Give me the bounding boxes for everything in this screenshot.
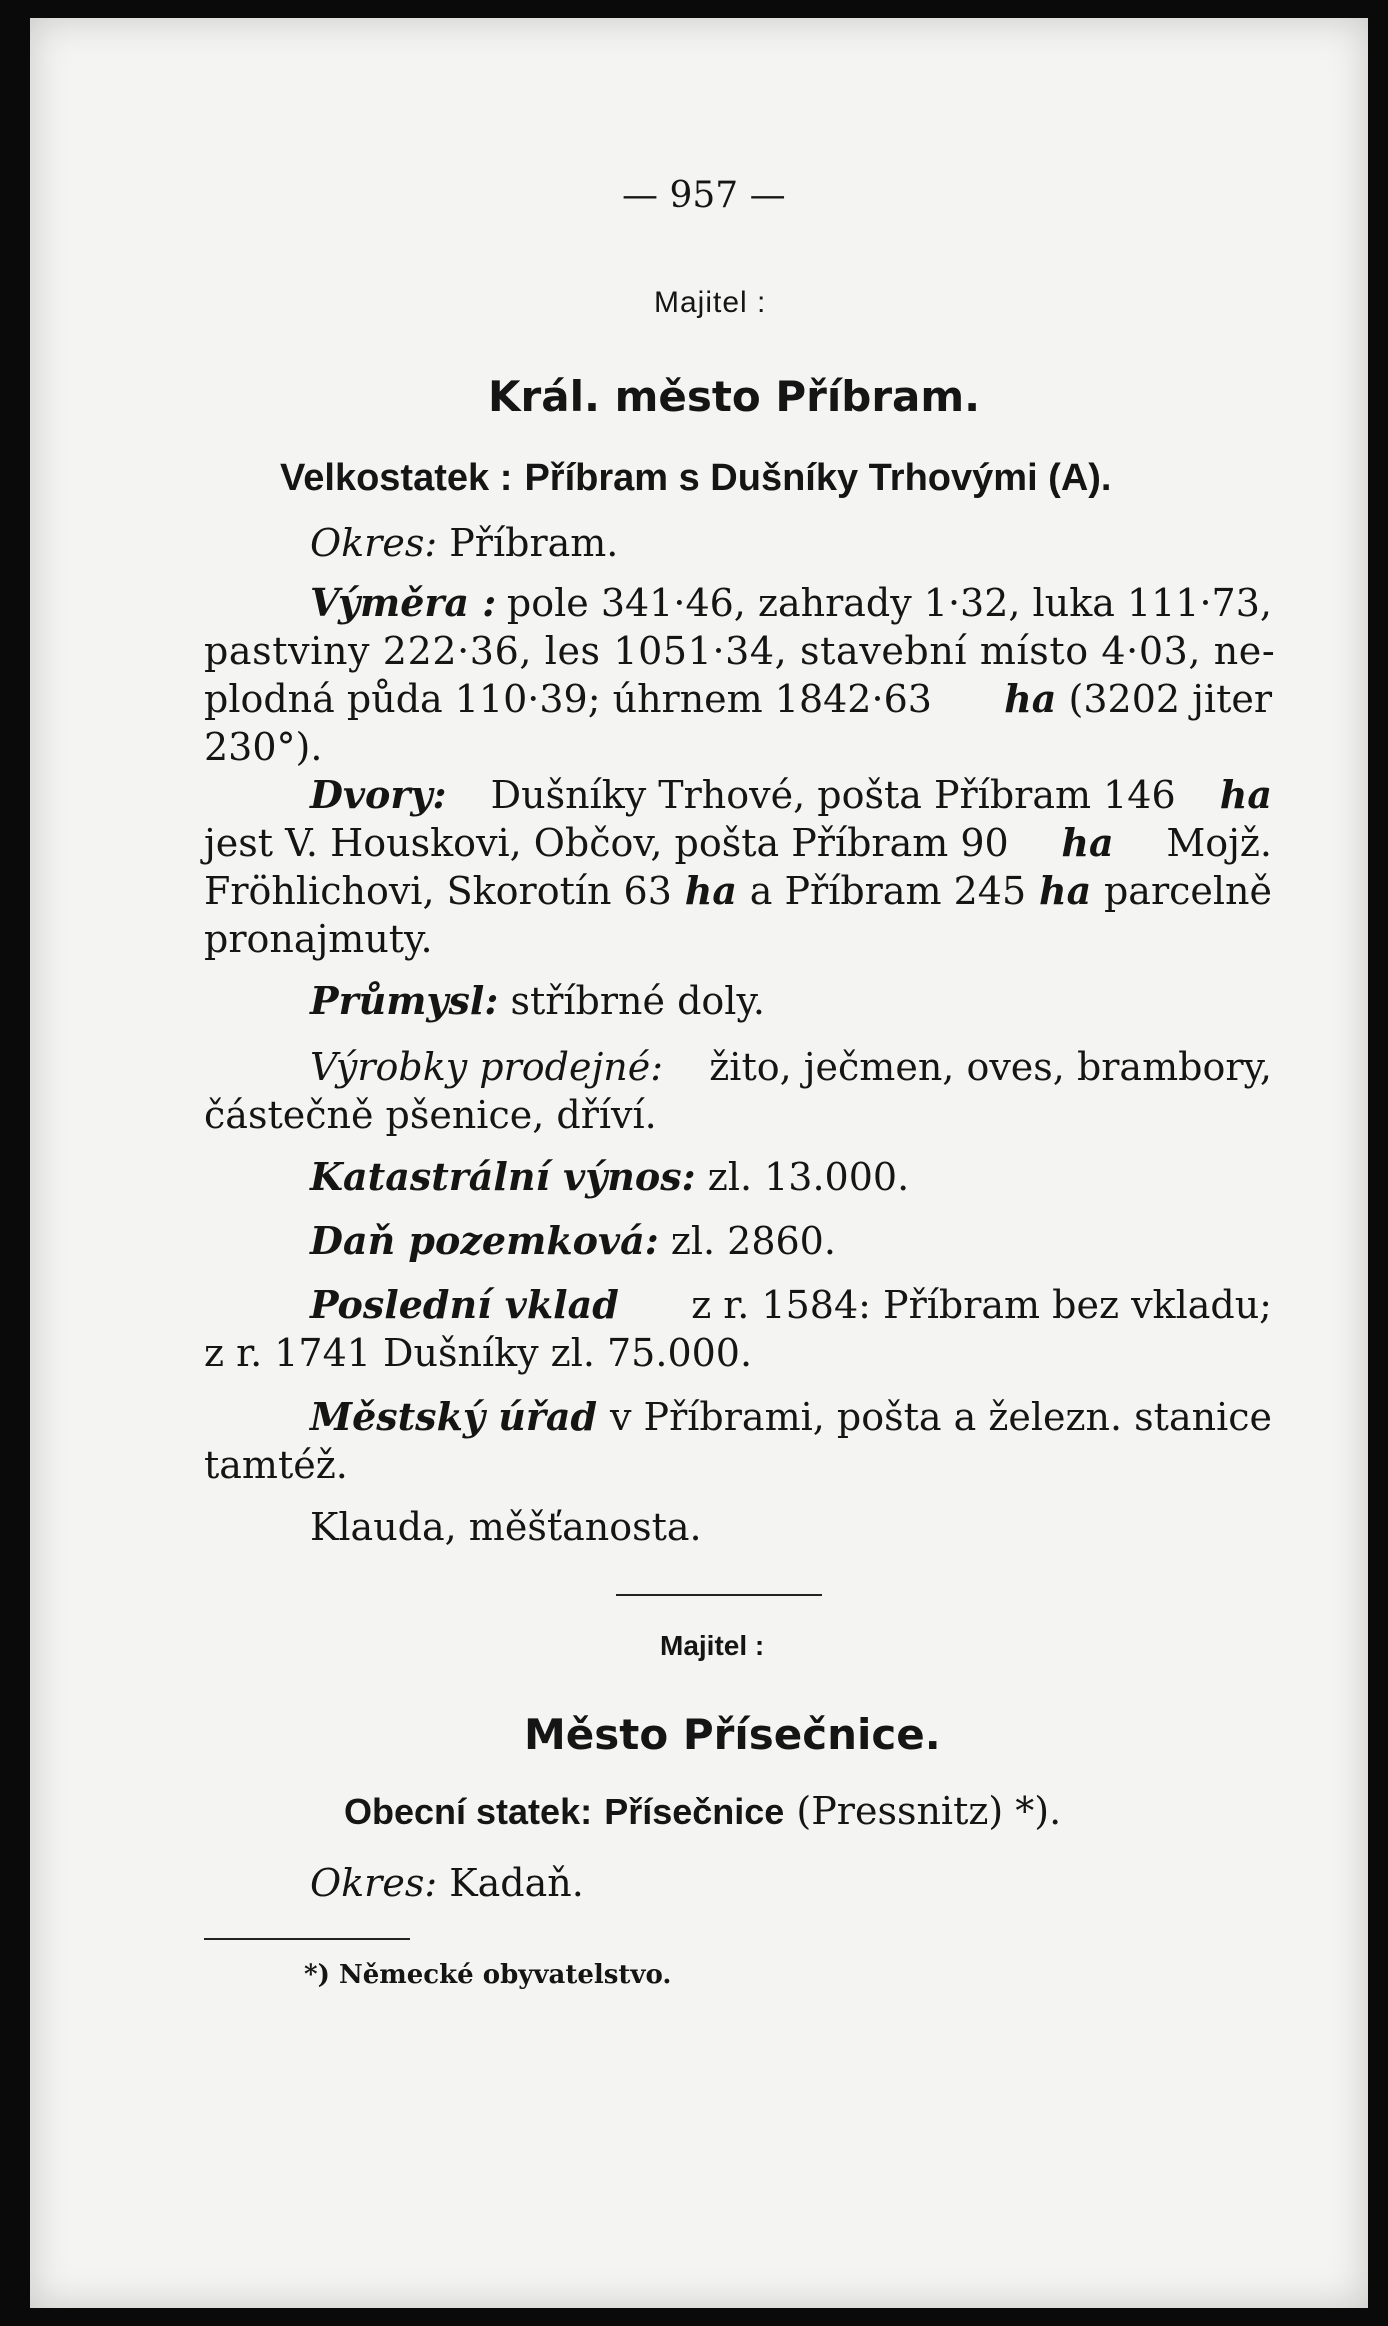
dvory-line-1 <box>310 772 1272 817</box>
katastr-value: zl. 13.000. <box>707 1155 910 1199</box>
footnote: *) Německé obyvatelstvo. <box>304 1960 672 1990</box>
dvory-label: Dvory: <box>310 772 447 817</box>
owner-label-2: Majitel : <box>660 1630 765 1661</box>
urad-text-1: v Příbrami, pošta a železn. stanice <box>610 1395 1272 1439</box>
estate-heading <box>280 458 1112 497</box>
prumysl-line <box>310 978 765 1023</box>
vymera-text-1: pole 341·46, zahrady 1·32, luka 111·73, <box>506 581 1272 625</box>
vyrobky-text-1: žito, ječmen, oves, brambory, <box>709 1045 1272 1089</box>
dvory-text-3e: parcelně <box>1103 869 1272 913</box>
vklad-label: Poslední vklad <box>310 1282 619 1327</box>
katastr-line <box>310 1154 910 1199</box>
dvory-text-2c: Mojž. <box>1166 821 1272 865</box>
okres-value: Příbram. <box>449 521 619 565</box>
book-page <box>30 18 1368 2308</box>
dan-value: zl. 2860. <box>670 1219 836 1263</box>
dvory-line-3 <box>204 868 1272 913</box>
vklad-line-1 <box>310 1282 1272 1327</box>
dvory-text-2a: jest V. Houskovi, Občov, pošta Příbram 90 <box>204 821 1009 865</box>
dan-line <box>310 1218 836 1263</box>
vymera-label: Výměra : <box>310 580 497 625</box>
estate-label: Velkostatek : <box>280 457 513 499</box>
unit-ha: ha <box>1004 676 1057 721</box>
page-number: — 957 — <box>622 175 786 216</box>
unit-ha: ha <box>1038 868 1092 913</box>
urad-line-2: tamtéž. <box>204 1443 348 1487</box>
vymera-line-4: 230°). <box>204 725 323 769</box>
katastr-label: Katastrální výnos: <box>310 1154 696 1199</box>
vymera-line-1 <box>310 580 1272 625</box>
prumysl-value: stříbrné doly. <box>510 979 765 1023</box>
dvory-line-2 <box>204 820 1272 865</box>
vymera-line-3 <box>204 676 1272 721</box>
dvory-text-3c: a Příbram 245 <box>749 869 1027 913</box>
estate-name: Příbram s Dušníky Trhovými (A). <box>524 457 1112 499</box>
owner-heading-2: Město Přísečnice. <box>524 1710 941 1759</box>
estate-note-2: (Pressnitz) *). <box>796 1789 1062 1833</box>
estate-name-2: Přísečnice <box>604 1791 785 1832</box>
vyrobky-label: Výrobky prodejné: <box>310 1045 664 1089</box>
unit-ha: ha <box>684 868 737 913</box>
vymera-text-3c: (3202 jiter <box>1068 677 1272 721</box>
vymera-text-3a: plodná půda 110·39; úhrnem 1842·63 <box>204 677 932 721</box>
okres-line <box>310 521 619 565</box>
okres-label: Okres: <box>310 521 438 565</box>
vymera-line-2: pastviny 222·36, les 1051·34, stavební místo 4·03, ne- <box>204 629 1276 673</box>
vklad-line-2: z r. 1741 Dušníky zl. 75.000. <box>204 1331 753 1375</box>
vyrobky-line-2: částečně pšenice, dříví. <box>204 1093 657 1137</box>
okres-line-2 <box>310 1861 584 1905</box>
urad-line-1 <box>310 1394 1272 1439</box>
dvory-line-4: pronajmuty. <box>204 917 433 961</box>
prumysl-label: Průmysl: <box>310 978 499 1023</box>
dvory-text-1a: Dušníky Trhové, pošta Příbram 146 <box>490 773 1176 817</box>
owner-label: Majitel : <box>654 286 767 319</box>
owner-heading: Král. město Příbram. <box>488 372 981 421</box>
vyrobky-line-1 <box>310 1045 1272 1089</box>
dvory-text-3a: Fröhlichovi, Skorotín 63 <box>204 869 672 913</box>
okres-value-2: Kadaň. <box>449 1861 584 1905</box>
estate-heading-2 <box>344 1789 1062 1833</box>
unit-ha: ha <box>1061 820 1114 865</box>
urad-label: Městský úřad <box>310 1394 598 1439</box>
footnote-rule <box>204 1938 410 1940</box>
unit-ha: ha <box>1219 772 1272 817</box>
dan-label: Daň pozemková: <box>310 1218 659 1263</box>
okres-label-2: Okres: <box>310 1861 438 1905</box>
estate-label-2: Obecní statek: <box>344 1791 593 1832</box>
vklad-text-1: z r. 1584: Příbram bez vkladu; <box>691 1283 1272 1327</box>
mayor-signature: Klauda, měšťanosta. <box>310 1505 702 1549</box>
section-divider <box>616 1594 822 1596</box>
